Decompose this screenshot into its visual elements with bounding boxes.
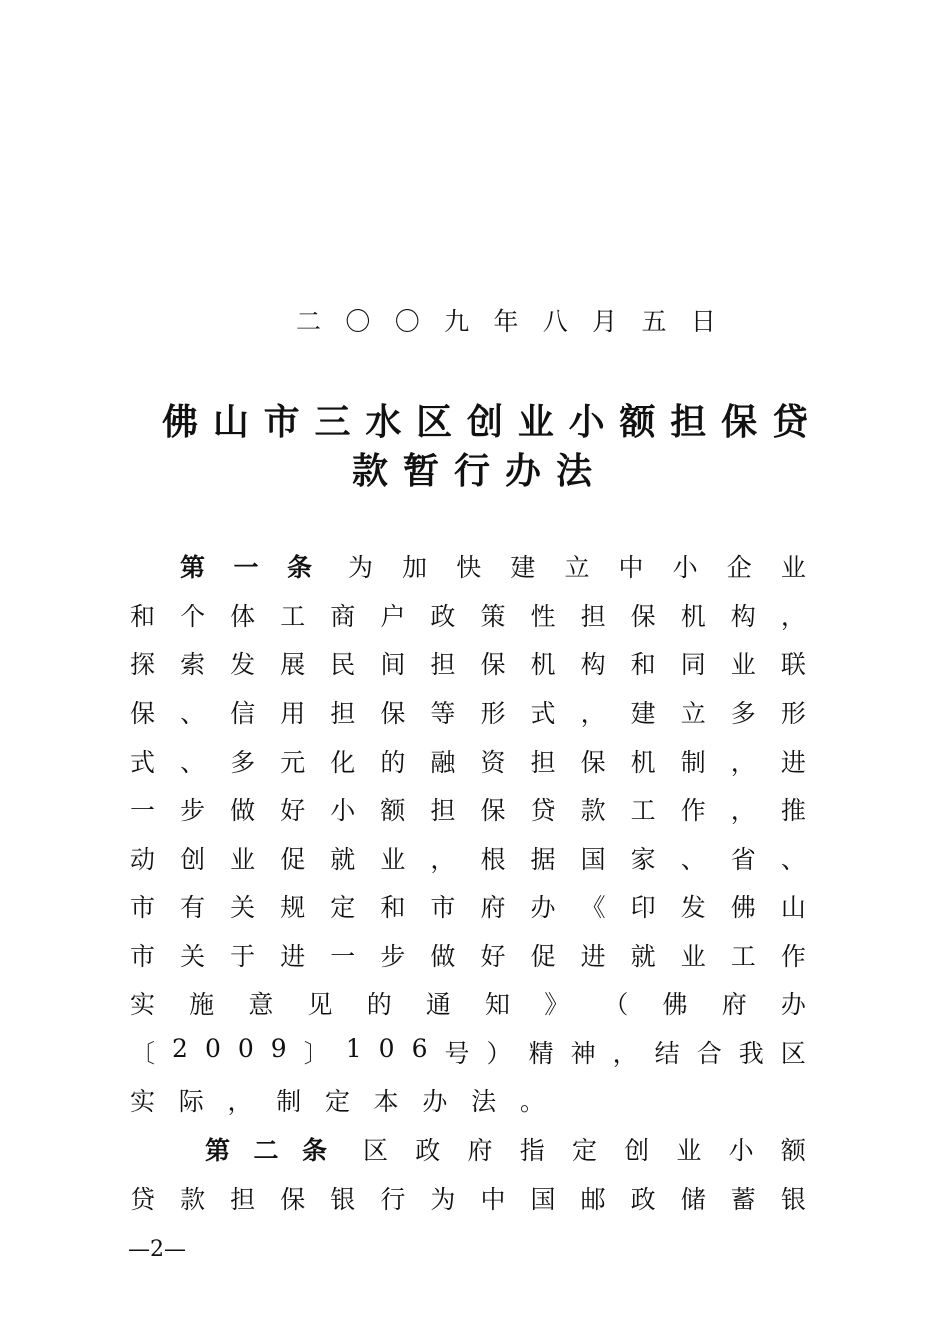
article-line-text: 为 加 快 建 立 中 小 企 业 xyxy=(348,553,806,582)
article-line-text: 市 关 于 进 一 步 做 好 促 进 就 业 工 作 xyxy=(130,942,806,971)
article-line-text: 和 个 体 工 商 户 政 策 性 担 保 机 构 ， xyxy=(130,602,806,631)
article-line xyxy=(130,1180,806,1216)
article-line-text: 实 施 意 见 的 通 知 》 （ 佛 府 办 xyxy=(130,990,806,1019)
article-line-text: 市 有 关 规 定 和 市 府 办 《 印 发 佛 山 xyxy=(130,893,806,922)
article-line-text: 保 、 信 用 担 保 等 形 式 ， 建 立 多 形 xyxy=(130,699,806,728)
article-line xyxy=(130,1034,806,1070)
article-line-text: 区 政 府 指 定 创 业 小 额 xyxy=(363,1136,806,1165)
article-line-text: 动 创 业 促 就 业 ， 根 据 国 家 、 省 、 xyxy=(130,845,806,874)
article-line xyxy=(130,645,806,681)
article-line xyxy=(130,840,806,876)
article-heading: 第 二 条 xyxy=(205,1136,327,1165)
article-line-text: 贷 款 担 保 银 行 为 中 国 邮 政 储 蓄 银 xyxy=(130,1185,806,1214)
article-line xyxy=(130,791,806,827)
article-line-text: 探 索 发 展 民 间 担 保 机 构 和 同 业 联 xyxy=(130,650,806,679)
article-line xyxy=(180,548,806,584)
article-line-text: 实 际 ， 制 定 本 办 法 。 xyxy=(130,1087,545,1116)
document-title-line-2: 款 暂 行 办 法 xyxy=(352,450,592,492)
article-line xyxy=(130,743,806,779)
article-line xyxy=(130,1082,545,1118)
article-line xyxy=(130,937,806,973)
article-line xyxy=(130,597,806,633)
article-line xyxy=(130,985,806,1021)
issue-date: 二 〇 〇 九 年 八 月 五 日 xyxy=(296,307,716,336)
article-line-text: 〔 2 0 0 9 〕 1 0 6 号 ） 精 神 ， 结 合 我 区 xyxy=(130,1034,806,1068)
article-line-text: 式 、 多 元 化 的 融 资 担 保 机 制 ， 进 xyxy=(130,748,806,777)
article-heading: 第 一 条 xyxy=(180,553,312,582)
article-line xyxy=(205,1131,806,1167)
article-line xyxy=(130,888,806,924)
article-line xyxy=(130,694,806,730)
page-number: —2— xyxy=(128,1237,186,1262)
article-line-text: 一 步 做 好 小 额 担 保 贷 款 工 作 ， 推 xyxy=(130,796,806,825)
document-title-line-1: 佛 山 市 三 水 区 创 业 小 额 担 保 贷 xyxy=(162,401,808,443)
